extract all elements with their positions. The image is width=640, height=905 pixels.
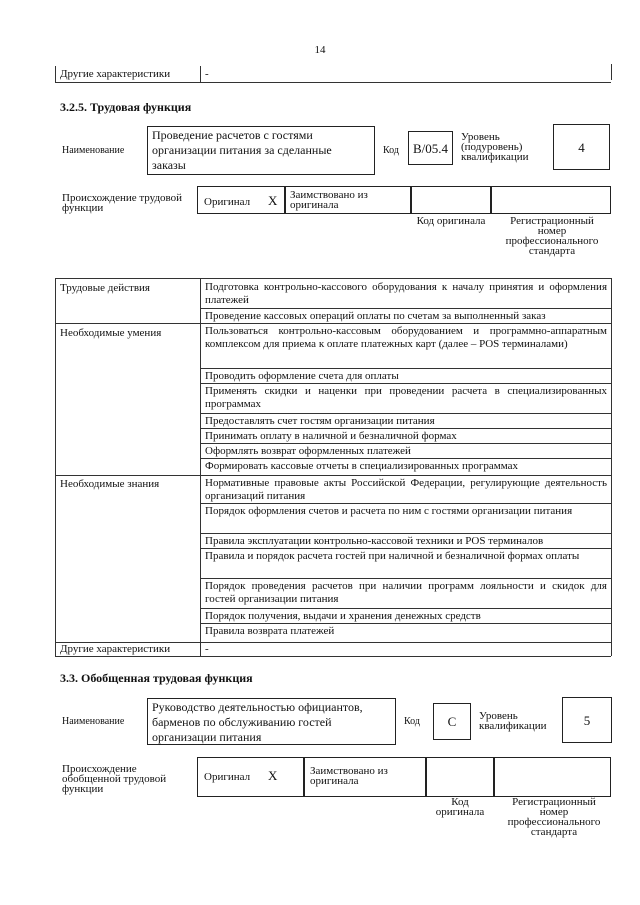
row-separator (200, 428, 611, 429)
knowledge-item: Порядок проведения расчетов при наличии программ лояльности и скидок для гостей организации питания (205, 580, 607, 605)
level-value: 5 (583, 713, 591, 728)
row-separator (200, 413, 611, 414)
code-label: Код (383, 145, 399, 156)
divider (55, 66, 56, 82)
skill-item: Предоставлять счет гостям организации питания (205, 415, 435, 427)
original-label: Оригинал (204, 196, 251, 208)
original-mark: X (268, 768, 278, 783)
level-value: 4 (578, 140, 585, 155)
row-separator (200, 458, 611, 459)
row-separator (200, 368, 611, 369)
borrowed-label: Заимствовано из оригинала (310, 765, 388, 787)
code-label: Код (404, 716, 420, 727)
skill-item: Оформлять возврат оформленных платежей (205, 445, 411, 457)
code-original-cell (411, 186, 491, 214)
row-separator (200, 623, 611, 624)
row-separator (200, 308, 611, 309)
table-border-top (55, 278, 611, 279)
original-label: Оригинал (204, 771, 251, 783)
group-separator (55, 475, 611, 476)
knowledge-item: Правила возврата платежей (205, 625, 335, 637)
section-title-33: 3.3. Обобщенная трудовая функция (60, 671, 253, 685)
knowledge-label: Необходимые знания (60, 478, 160, 490)
table-border-left (55, 278, 56, 656)
other-label: Другие характеристики (60, 643, 171, 655)
skill-item: Применять скидки и наценки при проведении расчета в специализированных программах (205, 385, 607, 410)
knowledge-item: Порядок оформления счетов и расчета по ним с гостями организации питания (205, 505, 573, 517)
skill-item: Принимать оплату в наличной и безналичной формах (205, 430, 457, 442)
code-value: C (447, 714, 457, 729)
action-item: Проведение кассовых операций оплаты по счетам за выполненный заказ (205, 310, 546, 322)
table-column-divider (200, 278, 201, 656)
level-label: Уровень квалификации (479, 710, 547, 732)
code-original-label: Код оригинала (435, 796, 485, 818)
knowledge-item: Порядок получения, выдачи и хранения денежных средств (205, 610, 481, 622)
divider (200, 66, 201, 82)
action-item: Подготовка контрольно-кассового оборудования к началу принятия и оформления платежей (205, 281, 607, 306)
other-characteristics-value: - (205, 68, 209, 80)
reg-number-cell (491, 186, 611, 214)
knowledge-item: Правила эксплуатации контрольно-кассовой техники и POS терминалов (205, 535, 544, 547)
section-title-325: 3.2.5. Трудовая функция (60, 100, 192, 114)
origin-label: Происхождение трудовой функции (62, 192, 183, 214)
group-separator (55, 323, 611, 324)
row-separator (200, 503, 611, 504)
other-value: - (205, 643, 209, 655)
original-mark: X (268, 193, 278, 208)
table-border-right (611, 278, 612, 656)
origin-label: Происхождение обобщенной трудовой функции (62, 763, 167, 795)
row-separator (200, 533, 611, 534)
row-separator (200, 383, 611, 384)
code-original-cell (426, 757, 494, 797)
knowledge-item: Нормативные правовые акты Российской Федерации, регулирующие деятельность организаций питания (205, 477, 607, 502)
reg-number-cell (494, 757, 611, 797)
divider (611, 64, 612, 80)
name-label: Наименование (62, 145, 125, 156)
row-separator (200, 578, 611, 579)
knowledge-item: Правила и порядок расчета гостей при наличной и безналичной формах оплаты (205, 550, 580, 562)
skill-item: Пользоваться контрольно-кассовым оборудованием и программно-аппаратным комплексом для приема к оплате платежных карт (далее – POS терминалами) (205, 325, 607, 350)
reg-number-label: Регистрационный номер профессионального стандарта (505, 215, 599, 257)
actions-label: Трудовые действия (60, 282, 150, 294)
other-characteristics-label: Другие характеристики (60, 68, 171, 80)
row-separator (200, 443, 611, 444)
name-value: Проведение расчетов с гостями организации питания за сделанные заказы (152, 128, 332, 172)
code-original-label: Код оригинала (416, 215, 486, 227)
name-value: Руководство деятельностью официантов, барменов по обслуживанию гостей организации питания (152, 700, 363, 744)
code-value: B/05.4 (412, 141, 449, 156)
borrowed-label: Заимствовано из оригинала (290, 189, 368, 211)
row-separator (200, 548, 611, 549)
skill-item: Проводить оформление счета для оплаты (205, 370, 399, 382)
name-label: Наименование (62, 716, 125, 727)
skill-item: Формировать кассовые отчеты в специализированных программах (205, 460, 518, 472)
skills-label: Необходимые умения (60, 327, 162, 339)
page-number: 14 (314, 44, 326, 56)
row-separator (200, 608, 611, 609)
table-border-bottom (55, 656, 611, 657)
divider (55, 82, 611, 83)
reg-number-label: Регистрационный номер профессионального стандарта (507, 796, 601, 838)
level-label: Уровень (подуровень) квалификации (461, 131, 529, 163)
